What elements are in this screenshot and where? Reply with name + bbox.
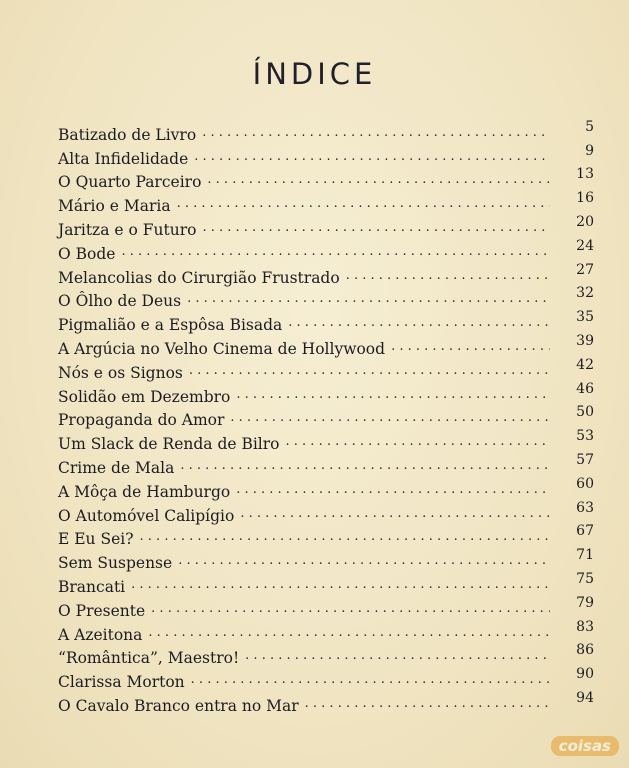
toc-page-number: 9 [585, 142, 594, 159]
table-of-contents [58, 120, 594, 715]
dot-leader [236, 481, 550, 499]
toc-entry-title: O Automóvel Calipígio [58, 506, 235, 525]
toc-entry [58, 429, 594, 453]
toc-page-number: 13 [576, 166, 594, 183]
toc-page-number: 5 [585, 118, 594, 135]
toc-entry [58, 548, 594, 572]
toc-entry-title: E Eu Sei? [58, 530, 134, 549]
toc-page-number: 75 [576, 570, 594, 587]
toc-entry [58, 406, 594, 430]
toc-page-number: 90 [576, 666, 594, 683]
dot-leader [286, 433, 550, 451]
toc-page-number: 35 [576, 309, 594, 326]
toc-page-number: 50 [576, 404, 594, 421]
dot-leader [177, 195, 550, 213]
toc-page-number: 16 [576, 190, 594, 207]
dot-leader [202, 219, 550, 237]
toc-entry-title: A Môça de Hamburgo [58, 482, 231, 501]
toc-entry-title: O Cavalo Branco entra no Mar [58, 696, 299, 715]
toc-entry-title: Propaganda do Amor [58, 411, 225, 430]
dot-leader [131, 576, 550, 594]
toc-entry [58, 310, 594, 334]
toc-entry [58, 477, 594, 501]
toc-entry-title: Mário e Maria [58, 197, 171, 216]
dot-leader [240, 505, 550, 523]
dot-leader [121, 243, 550, 261]
toc-entry [58, 572, 594, 596]
dot-leader [189, 362, 550, 380]
toc-entry [58, 263, 594, 287]
toc-entry [58, 191, 594, 215]
dot-leader [346, 267, 550, 285]
toc-entry-title: Sem Suspense [58, 554, 173, 573]
toc-entry [58, 667, 594, 691]
toc-page-number: 46 [576, 380, 594, 397]
dot-leader [191, 671, 550, 689]
dot-leader [202, 124, 550, 142]
dot-leader [230, 409, 550, 427]
dot-leader [178, 552, 550, 570]
dot-leader [148, 624, 550, 642]
toc-entry-title: Crime de Mala [58, 458, 175, 477]
toc-entry-title: Um Slack de Renda de Bilro [58, 435, 280, 454]
toc-page-number: 79 [576, 594, 594, 611]
dot-leader [305, 695, 550, 713]
toc-page-number: 20 [576, 213, 594, 230]
toc-entry-title: O Ôlho de Deus [58, 292, 182, 311]
toc-entry [58, 287, 594, 311]
toc-entry [58, 382, 594, 406]
dot-leader [288, 314, 550, 332]
dot-leader [245, 647, 550, 665]
toc-entry [58, 239, 594, 263]
toc-page-number: 32 [576, 285, 594, 302]
toc-page-number: 53 [576, 428, 594, 445]
toc-entry-title: Melancolias do Cirurgião Frustrado [58, 268, 340, 287]
toc-page-number: 27 [576, 261, 594, 278]
toc-page-number: 57 [576, 451, 594, 468]
toc-entry-title: Pigmalião e a Espôsa Bisada [58, 316, 283, 335]
toc-entry-title: Batizado de Livro [58, 125, 197, 144]
toc-page-number: 39 [576, 332, 594, 349]
toc-page-number: 63 [576, 499, 594, 516]
toc-entry [58, 334, 594, 358]
page-title: ÍNDICE [252, 57, 377, 92]
dot-leader [151, 600, 550, 618]
toc-entry [58, 120, 594, 144]
watermark-logo: coisas [551, 736, 619, 756]
toc-entry-title: O Presente [58, 601, 146, 620]
toc-entry [58, 525, 594, 549]
toc-entry-title: O Quarto Parceiro [58, 173, 202, 192]
dot-leader [187, 290, 550, 308]
toc-entry-title: Clarissa Morton [58, 673, 185, 692]
toc-entry [58, 501, 594, 525]
toc-entry-title: O Bode [58, 244, 116, 263]
toc-entry [58, 691, 594, 715]
dot-leader [194, 148, 550, 166]
dot-leader [391, 338, 550, 356]
toc-entry-title: Nós e os Signos [58, 363, 183, 382]
toc-page-number: 60 [576, 475, 594, 492]
toc-entry [58, 215, 594, 239]
dot-leader [236, 386, 550, 404]
toc-entry [58, 144, 594, 168]
dot-leader [140, 528, 550, 546]
toc-page-number: 42 [576, 356, 594, 373]
toc-page-number: 67 [576, 523, 594, 540]
toc-entry [58, 620, 594, 644]
toc-page-number: 86 [576, 642, 594, 659]
dot-leader [207, 171, 550, 189]
toc-entry-title: A Azeitona [58, 625, 143, 644]
toc-entry [58, 644, 594, 668]
toc-entry [58, 596, 594, 620]
toc-page-number: 94 [576, 689, 594, 706]
dot-leader [180, 457, 550, 475]
toc-entry [58, 168, 594, 192]
toc-entry-title: “Romântica”, Maestro! [58, 649, 240, 668]
toc-page-number: 83 [576, 618, 594, 635]
toc-entry-title: Alta Infidelidade [58, 149, 189, 168]
toc-page-number: 24 [576, 237, 594, 254]
toc-entry-title: Jaritza e o Futuro [58, 220, 197, 239]
toc-entry [58, 358, 594, 382]
toc-page-number: 71 [576, 547, 594, 564]
toc-entry-title: Solidão em Dezembro [58, 387, 231, 406]
toc-entry-title: Brancati [58, 577, 126, 596]
toc-entry [58, 453, 594, 477]
toc-entry-title: A Argúcia no Velho Cinema de Hollywood [58, 339, 386, 358]
